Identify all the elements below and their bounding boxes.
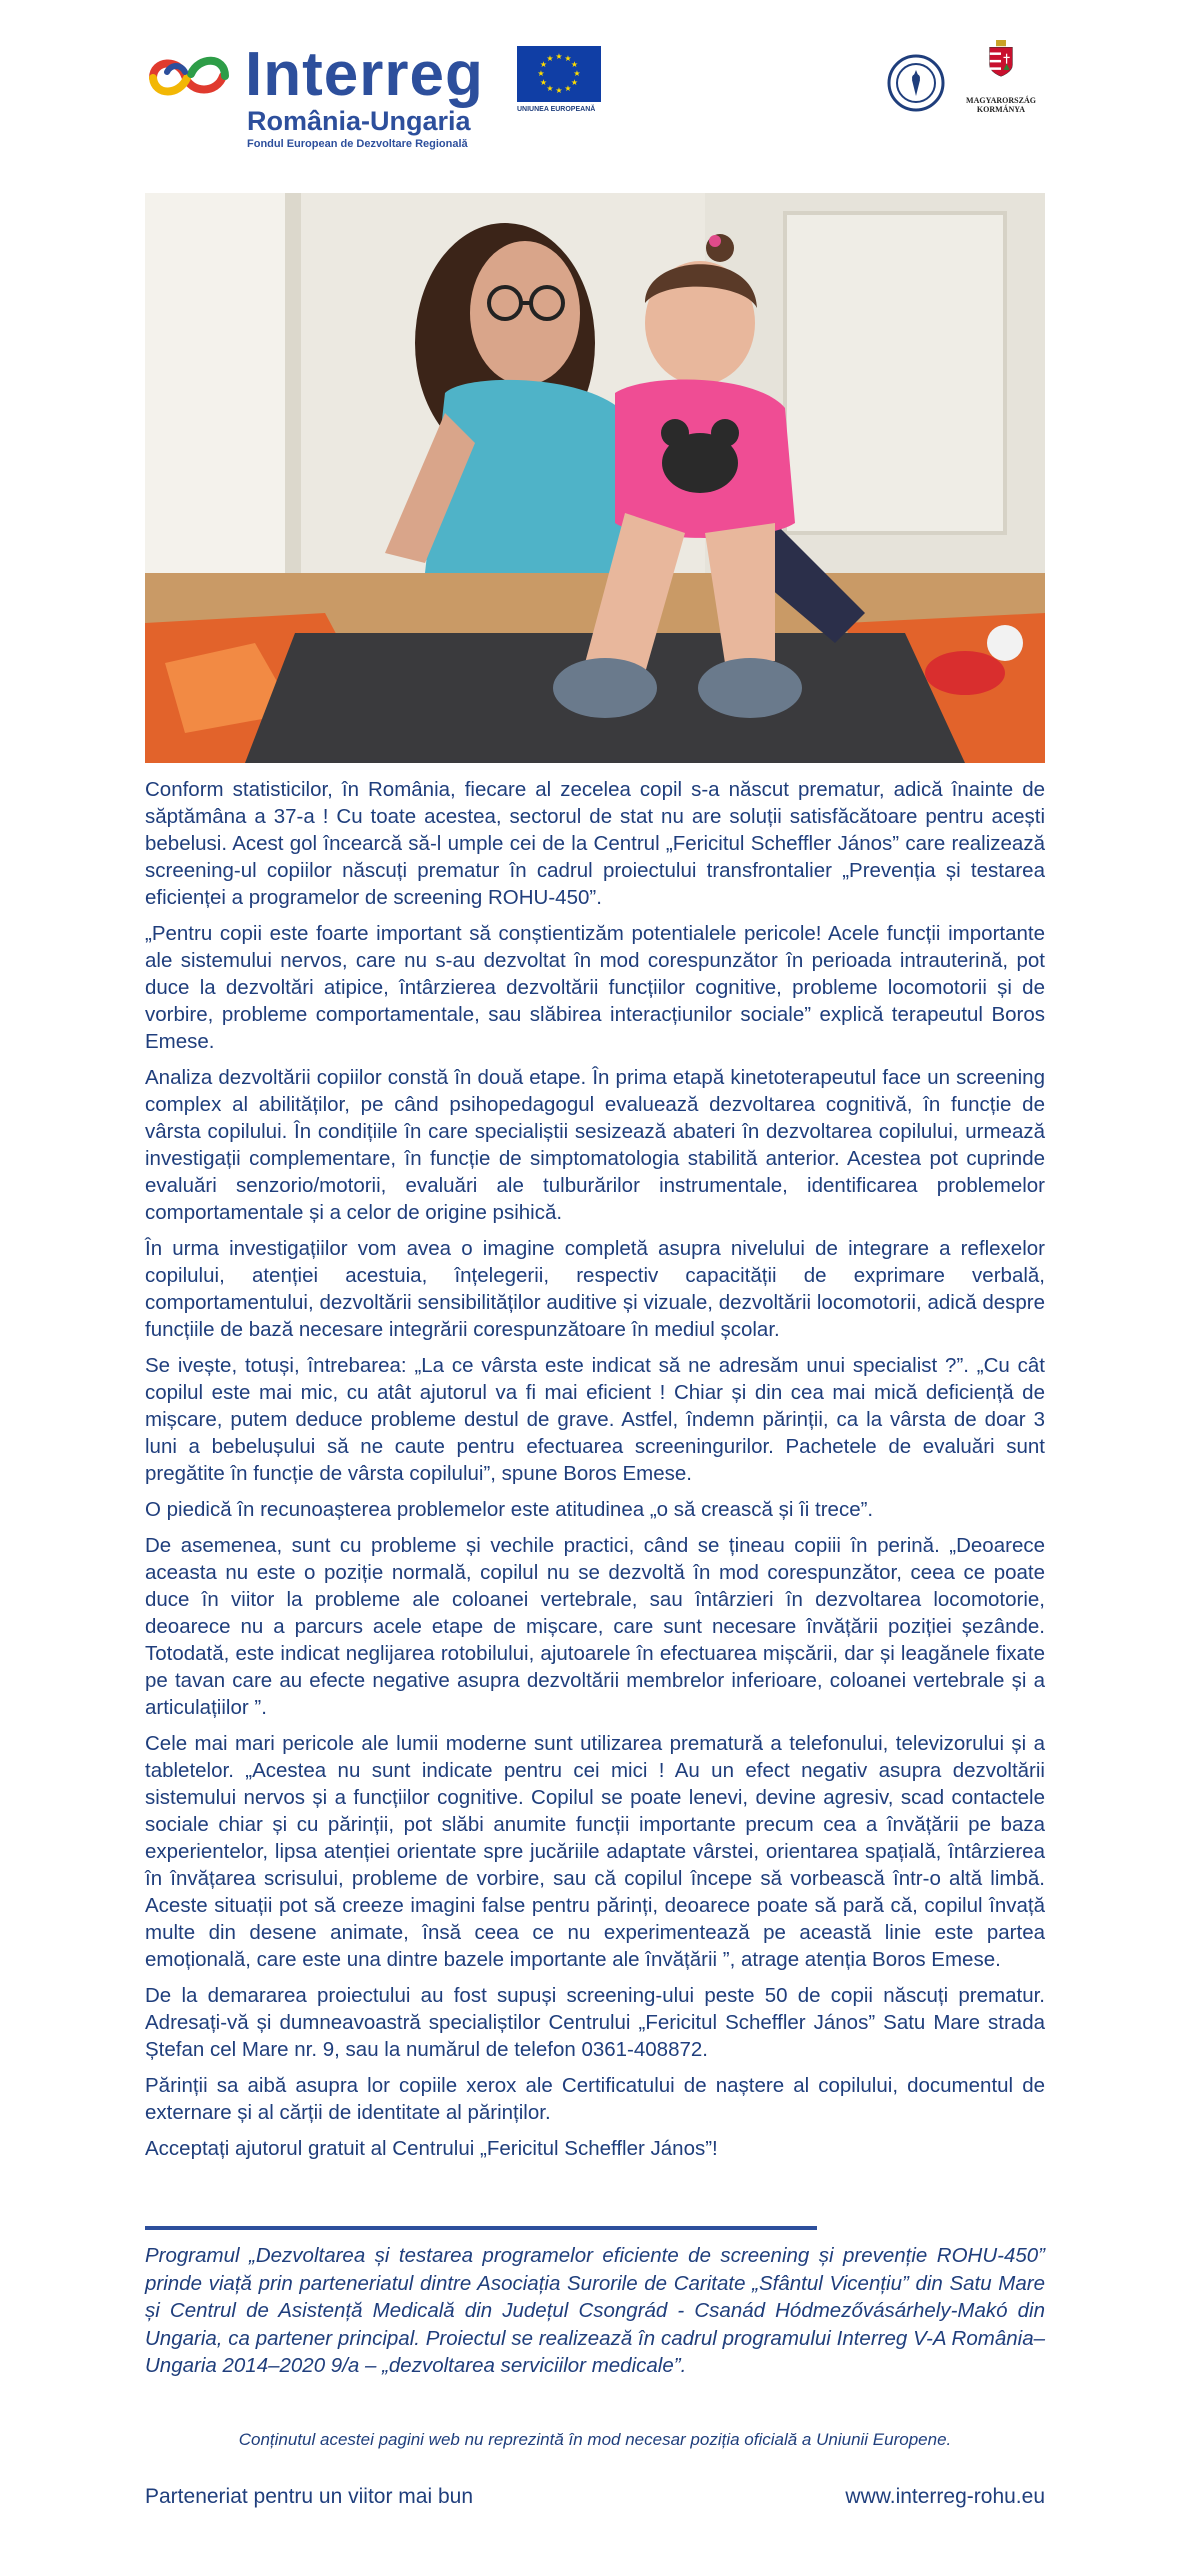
svg-text:★: ★ <box>555 86 563 95</box>
svg-text:★: ★ <box>546 54 554 63</box>
article-body <box>145 776 1045 2171</box>
header <box>145 40 1045 160</box>
program-description: Programul „Dezvoltarea și testarea programelor eficiente de screening și prevenție ROHU-450” prinde viață prin parteneriatul dintre Asociația Surorile de Caritate „Sfântul Vicențiu” din Satu Mare și Centrul de Asistență Medicală din Județul Csongrád - Csanád Hódmezővásárhely-Makó din Ungaria, ca partener principal. Proiectul se realizează în cadrul programului Interreg V-A România–Ungaria 2014–2020 9/a – „dezvoltarea serviciilor medicale”. <box>145 2244 1045 2377</box>
svg-text:★: ★ <box>564 84 572 93</box>
svg-text:★: ★ <box>546 84 554 93</box>
interreg-logo <box>145 40 625 160</box>
hungary-crest-icon <box>965 40 1037 96</box>
paragraph-3: Analiza dezvoltării copiilor constă în două etape. În prima etapă kinetoterapeutul face un screening complex al abilităților, pe când psihopedagogul evaluează dezvoltarea cognitivă, în funcție de vârsta copilului. În condițiile în care specialiștii sesizează abateri în dezvoltarea copilului, urmează investigații complementare, în funcție de simptomatologia stabilită anterior. Acestea pot cuprinde evaluări senzorio/motorii, evaluări ale tulburărilor instrumentale, identificarea problemelor comportamentale și a celor de origine psihică. <box>145 1066 1045 1224</box>
footer-website-link[interactable]: www.interreg-rohu.eu <box>845 2485 1045 2508</box>
seal-icon <box>887 54 945 112</box>
svg-text:★: ★ <box>573 69 581 78</box>
crest-caption-line-1: MAGYARORSZÁG <box>966 96 1036 105</box>
paragraph-10: Părinții sa aibă asupra lor copiile xerox ale Certificatului de naștere al copilului, documentul de externare și al cărții de identitate al părinților. <box>145 2074 1045 2124</box>
paragraph-2: „Pentru copii este foarte important să conștientizăm potentialele pericole! Acele funcții importante ale sistemului nervos, care nu s-au dezvoltat în mod corespunzător în perioada intrauterină, pot duce la dezvoltări atipice, întârzierea dezvoltării funcțiilor cognitive, probleme locomotorii și de vorbire, probleme comportamentale, sau slăbirea interacțiunilor sociale” explică terapeutul Boros Emese. <box>145 922 1045 1053</box>
interreg-swirl-icon <box>145 48 233 104</box>
article-photo <box>145 193 1045 763</box>
svg-text:★: ★ <box>570 78 579 87</box>
svg-text:★: ★ <box>539 78 548 87</box>
logo-subtitle: România-Ungaria <box>247 106 471 136</box>
eu-flag-icon <box>517 46 601 102</box>
crest-caption-line-2: KORMÁNYA <box>976 105 1026 114</box>
crest-caption <box>951 96 1051 114</box>
svg-text:★: ★ <box>570 60 579 69</box>
paragraph-7: De asemenea, sunt cu probleme și vechile practici, când se țineau copiii în perină. „Deoarece aceasta nu este o poziție normală, copilul nu se dezvoltă în mod corespunzător, ceea ce poate duce în viitor la probleme ale coloanei vertebrale, sau întârzieri în dezvoltarea locomotorie, deoarece nu a parcurs acele etape de mișcare, care sunt necesare învățării poziției șezânde. Totodată, este indicat neglijarea rotobilului, ajutoarele în efectuarea mișcării, dar și leagănele fixate pe tavan care au efecte negative asupra dezvoltării membrelor inferioare, coloanei vertebrale și a articulațiilor ”. <box>145 1534 1045 1719</box>
paragraph-8: Cele mai mari pericole ale lumii moderne sunt utilizarea prematură a telefonului, televizorului și a tabletelor. „Acestea nu sunt indicate pentru cei mici ! Au un efect negativ asupra dezvoltării sistemului nervos și a funcțiilor cognitive. Copilul se poate lenevi, devine agresiv, scad contactele sociale chiar și cu părinții, pot slăbi anumite funcții importante precum cea a învățării pe baza experientelor, lipsa atenției orientate spre jucăriile adaptate vârstei, orientarea spațială, întârzierea în învățarea scrisului, probleme de vorbire, sau că copilul începe să vorbească într-o altă limbă. Aceste situații pot să creeze imagini false pentru părinți, deoarece poate să pară că, copilul învață multe din desene animate, însă ceea ce nu experimentează pe această linie este partea emoțională, care este una dintre bazele importante ale învățării ”, atrage atenția Boros Emese. <box>145 1732 1045 1971</box>
paragraph-9: De la demararea proiectului au fost supuși screening-ului peste 50 de copii născuți prematur. Adresați-vă și dumneavoastră specialiștilor Centrului „Fericitul Scheffler János” Satu Mare strada Ștefan cel Mare nr. 9, sau la numărul de telefon 0361-408872. <box>145 1984 1045 2061</box>
svg-text:★: ★ <box>537 69 545 78</box>
paragraph-1: Conform statisticilor, în România, fiecare al zecelea copil s-a născut prematur, adică înainte de săptămâna a 37-a ! Cu toate acestea, sectorul de stat nu are soluții satisfăcătoare pentru acești bebelusi. Acest gol încearcă să-l umple cei de la Centrul „Fericitul Scheffler János” care realizează screening-ul copiilor născuți prematur în cadrul proiectului transfrontalier „Prevenția și testarea eficienței a programelor de screening ROHU-450”. <box>145 778 1045 909</box>
svg-text:★: ★ <box>539 60 548 69</box>
svg-text:★: ★ <box>555 52 563 61</box>
eu-disclaimer: Conținutul acestei pagini web nu reprezintă în mod necesar poziția oficială a Uniunii Europene. <box>238 2430 952 2449</box>
eu-caption: UNIUNEA EUROPEANĂ <box>517 106 596 113</box>
paragraph-11: Acceptați ajutorul gratuit al Centrului „Fericitul Scheffler János”! <box>145 2137 718 2160</box>
footer-slogan: Parteneriat pentru un viitor mai bun <box>145 2485 474 2508</box>
paragraph-4: În urma investigațiilor vom avea o imagine completă asupra nivelului de integrare a reflexelor copilului, atenției acestuia, înțelegerii, respectiv capacității de exprimare verbală, comportamentului, dezvoltării sensibilităților auditive și vizuale, dezvoltării locomotorii, adică despre funcțiile de bază necesare integrării corespunzătoare în mediul școlar. <box>145 1237 1045 1341</box>
paragraph-5: Se ivește, totuși, întrebarea: „La ce vârsta este indicat să ne adresăm unui specialist ?”. „Cu cât copilul este mai mic, cu atât ajutorul va fi mai eficient ! Chiar și din cea mai mică deficiență de mișcare, putem deduce probleme destul de grave. Astfel, îndemn părinții, ca la vârsta de doar 3 luni a bebelușului să ne caute pentru efectuarea screeningurilor. Pachetele de evaluări sunt pregătite în funcție de vârsta copilului”, spune Boros Emese. <box>145 1354 1045 1485</box>
section-divider <box>145 2226 817 2230</box>
paragraph-6: O piedică în recunoașterea problemelor este atitudinea „o să crească și îi trece”. <box>145 1498 874 1521</box>
logo-word: Interreg <box>245 40 484 109</box>
svg-text:★: ★ <box>564 54 572 63</box>
logo-tagline: Fondul European de Dezvoltare Regională <box>247 138 468 150</box>
